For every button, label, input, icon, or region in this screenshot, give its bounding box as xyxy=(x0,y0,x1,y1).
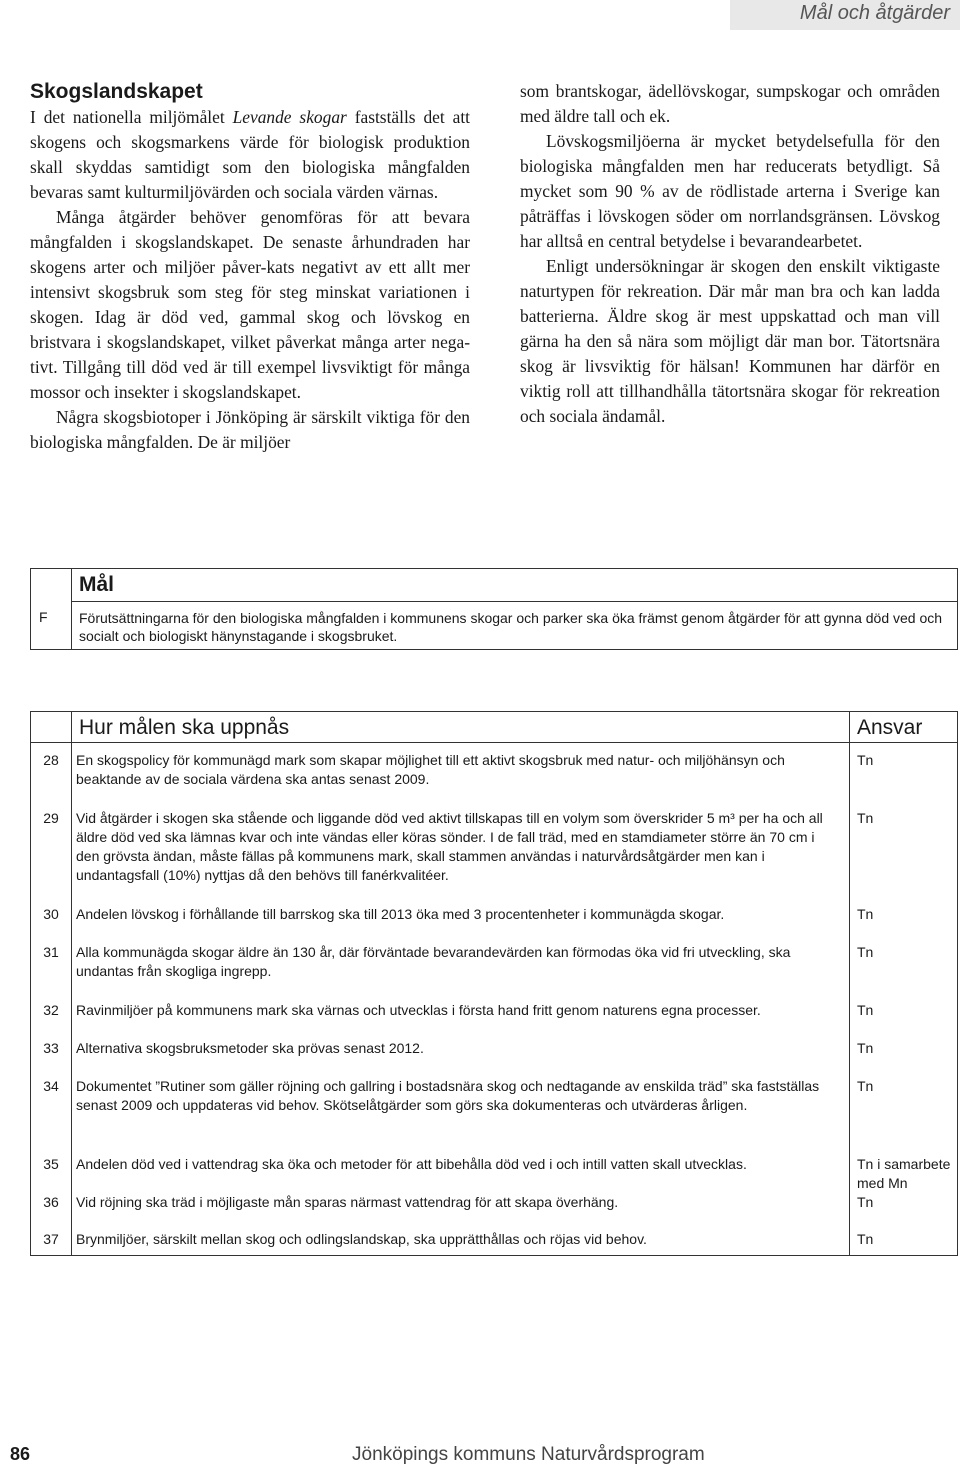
goal-letter-column xyxy=(31,569,72,649)
measures-table xyxy=(30,711,958,1256)
row-text: Andelen död ved i vattendrag ska öka och metoder för att bibehålla död ved i och intill vatten skall utvecklas. xyxy=(76,1156,747,1172)
publication-title: Jönköpings kommuns Naturvårdsprogram xyxy=(352,1444,705,1465)
row-text: Ravinmiljöer på kommunens mark ska värnas och utvecklas i första hand fritt genom naturens egna processer. xyxy=(76,1002,761,1018)
table-header-divider xyxy=(31,742,957,743)
measures-title: Hur målen ska uppnås xyxy=(79,716,290,739)
row-text: Andelen lövskog i förhållande till barrskog ska till 2013 öka med 3 procentenheter i kommunägda skogar. xyxy=(76,906,725,922)
page-number: 86 xyxy=(10,1444,31,1464)
row-responsible: Tn xyxy=(857,944,874,960)
row-responsible: Tn xyxy=(857,810,874,826)
goal-box xyxy=(30,568,958,650)
goal-title: Mål xyxy=(79,573,115,596)
paragraph: Många åtgärder behöver genomföras för att bevara mångfalden i skogslandskapet. De senaste århundraden har skogens arter och miljöer påver-kats negativt av ett allt mer intensivt skogsbruk som steg för steg minskat variationen i skogen. Idag är död ved, gammal skog och lövskog en bristvara i skogslandskapet, vilket påverkat många arter nega-tivt. Tillgång till död ved är till exempel livsviktigt för många mossor och insekter i skogslandskapet. xyxy=(30,207,470,402)
goal-letter: F xyxy=(39,609,48,625)
row-number: 37 xyxy=(43,1231,59,1247)
text-column-right xyxy=(520,79,940,429)
row-number: 35 xyxy=(43,1156,59,1172)
running-header: Mål och åtgärder xyxy=(730,0,960,30)
row-responsible: Tn xyxy=(857,1078,874,1094)
row-number: 34 xyxy=(43,1078,59,1094)
paragraph: Några skogsbiotoper i Jönköping är särskilt viktiga för den biologiska mångfalden. De är miljöer xyxy=(30,407,470,452)
row-responsible: Tn xyxy=(857,1002,874,1018)
row-text: Vid röjning ska träd i möjligaste mån sparas närmast vattendrag för att skapa överhäng. xyxy=(76,1194,619,1210)
row-number: 28 xyxy=(43,752,59,768)
text-column-left xyxy=(30,79,470,455)
paragraph: Lövskogsmiljöerna är mycket betydelsefulla för den biologiska mångfalden men har reducerats betydligt. Så mycket som 90 % av de rödlistade arterna i Sverige kan påträffas i lövskogen söder om norrlandsgränsen. Lövskog har alltså en central betydelse i bevarandearbetet. xyxy=(520,131,940,251)
row-number: 36 xyxy=(43,1194,59,1210)
row-number: 30 xyxy=(43,906,59,922)
row-text: Dokumentet ”Rutiner som gäller röjning och gallring i bostadsnära skog och nedtagande av enskilda träd” ska fastställas senast 2009 och uppdateras vid behov. Skötselåtgärder som görs ska dokumenteras och utvärderas årligen. xyxy=(76,1078,820,1113)
paragraph: som brantskogar, ädellövskogar, sumpskogar och områden med äldre tall och ek. xyxy=(520,81,940,126)
row-number: 29 xyxy=(43,810,59,826)
responsible-title: Ansvar xyxy=(857,716,923,739)
paragraph: Enligt undersökningar är skogen den enskilt viktigaste naturtypen för rekreation. Där mår man bra och kan ladda batterierna. Äldre skog är mest uppskattad och man vill gärna ha den så nära som möjligt där man bor. Tätortsnära skog är livsviktig för hälsan! Kommunen har därför en viktig roll att tillhandhålla tätortsnära skogar för rekreation och sociala ändamål. xyxy=(520,256,940,426)
row-responsible: Tn xyxy=(857,752,874,768)
row-number: 33 xyxy=(43,1040,59,1056)
goal-text: Förutsättningarna för den biologiska mångfalden i kommunens skogar och parker ska öka främst genom åtgärder för att gynna död ved och socialt och biologiskt hänynstagande i skogsbruket. xyxy=(79,610,943,644)
row-responsible: Tn xyxy=(857,1231,874,1247)
row-text: Alla kommunägda skogar äldre än 130 år, där förväntade bevarandevärden kan förmodas öka vid fri utveckling, ska undantas från skogliga ingrepp. xyxy=(76,944,791,979)
row-responsible: Tn xyxy=(857,906,874,922)
goal-divider xyxy=(71,601,957,602)
row-responsible: Tn xyxy=(857,1194,874,1210)
row-text: En skogspolicy för kommunägd mark som skapar möjlighet till ett aktivt skogsbruk med natur- och miljöhänsyn och beaktande av de sociala värdena ska antas senast 2009. xyxy=(76,752,785,787)
row-responsible: Tn i samarbete med Mn xyxy=(857,1156,951,1191)
row-text: Alternativa skogsbruksmetoder ska prövas senast 2012. xyxy=(76,1040,424,1056)
row-text: Vid åtgärder i skogen ska stående och liggande död ved aktivt tillskapas till en volym som överskrider 5 m³ per ha och all äldre död ved ska lämnas kvar och inte vändas eller köras sönder. I de fall träd, med en stamdiameter större än 70 cm i den grövsta ändan, måste fällas på kommunens mark, skall stammen användas i naturvårdsåtgärder men kan i undantagsfall (10%) nyttjas då den behövs till fanérkvalitéer. xyxy=(76,810,823,883)
section-title: Skogslandskapet xyxy=(30,80,203,103)
paragraph: I det nationella miljömålet Levande skogar fastställs det att skogens och skogsmarkens värde för biologisk produktion skall skyddas samtidigt som den biologiska mångfalden bevaras samt kulturmiljövärden och sociala värden värnas. xyxy=(30,107,471,202)
responsible-column-divider xyxy=(849,712,850,1255)
row-number: 31 xyxy=(43,944,59,960)
row-text: Brynmiljöer, särskilt mellan skog och odlingslandskap, ska upprätthållas och röjas vid behov. xyxy=(76,1231,647,1247)
row-responsible: Tn xyxy=(857,1040,874,1056)
row-number: 32 xyxy=(43,1002,59,1018)
